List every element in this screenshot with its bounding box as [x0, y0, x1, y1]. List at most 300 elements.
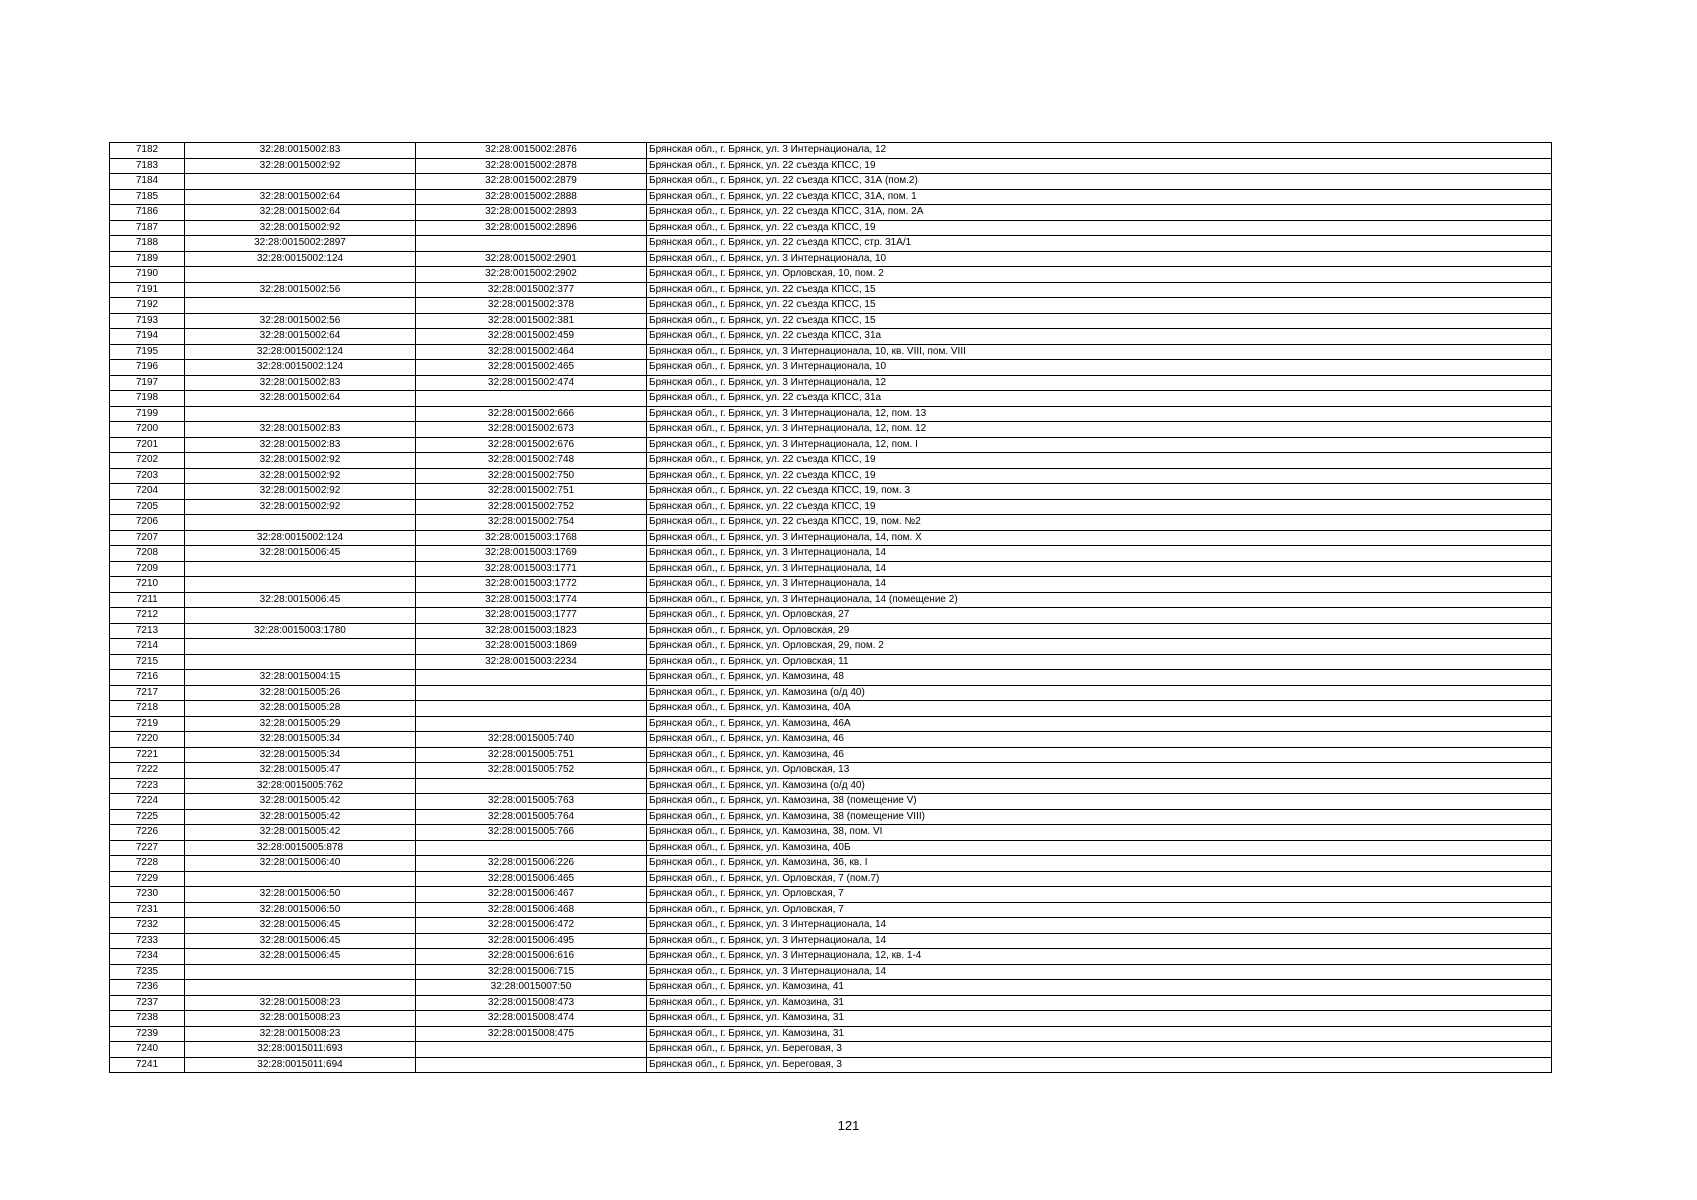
row-number-cell: 7235 [110, 964, 185, 980]
address-cell: Брянская обл., г. Брянск, ул. Камозина, 48 [647, 670, 1552, 686]
parent-cadastral-number-cell [185, 577, 416, 593]
cadastral-number-cell: 32:28:0015002:2888 [416, 189, 647, 205]
address-cell: Брянская обл., г. Брянск, ул. 22 съезда КПСС, 31а [647, 329, 1552, 345]
cadastral-number-cell: 32:28:0015007:50 [416, 980, 647, 996]
parent-cadastral-number-cell [185, 515, 416, 531]
row-number-cell: 7198 [110, 391, 185, 407]
cadastral-number-cell: 32:28:0015003:1772 [416, 577, 647, 593]
table-row [110, 980, 1552, 996]
parent-cadastral-number-cell: 32:28:0015005:28 [185, 701, 416, 717]
cadastral-number-cell: 32:28:0015002:673 [416, 422, 647, 438]
row-number-cell: 7189 [110, 251, 185, 267]
address-cell: Брянская обл., г. Брянск, ул. 3 Интернационала, 14 [647, 933, 1552, 949]
address-cell: Брянская обл., г. Брянск, ул. 22 съезда КПСС, 31А, пом. 2А [647, 205, 1552, 221]
cadastral-number-cell: 32:28:0015002:464 [416, 344, 647, 360]
table-row [110, 685, 1552, 701]
cadastral-number-cell [416, 1057, 647, 1073]
address-cell: Брянская обл., г. Брянск, ул. Камозина, 40А [647, 701, 1552, 717]
table-row [110, 902, 1552, 918]
row-number-cell: 7212 [110, 608, 185, 624]
row-number-cell: 7221 [110, 747, 185, 763]
parent-cadastral-number-cell: 32:28:0015002:83 [185, 437, 416, 453]
cadastral-number-cell: 32:28:0015008:475 [416, 1026, 647, 1042]
table-row [110, 1011, 1552, 1027]
row-number-cell: 7233 [110, 933, 185, 949]
parent-cadastral-number-cell: 32:28:0015002:124 [185, 360, 416, 376]
cadastral-number-cell [416, 716, 647, 732]
cadastral-number-cell: 32:28:0015008:473 [416, 995, 647, 1011]
parent-cadastral-number-cell: 32:28:0015002:64 [185, 205, 416, 221]
address-cell: Брянская обл., г. Брянск, ул. Камозина, 40Б [647, 840, 1552, 856]
parent-cadastral-number-cell [185, 561, 416, 577]
cadastral-number-cell: 32:28:0015006:472 [416, 918, 647, 934]
table-row [110, 716, 1552, 732]
parent-cadastral-number-cell: 32:28:0015002:83 [185, 375, 416, 391]
parent-cadastral-number-cell: 32:28:0015002:124 [185, 344, 416, 360]
cadastral-number-cell: 32:28:0015002:750 [416, 468, 647, 484]
row-number-cell: 7236 [110, 980, 185, 996]
parent-cadastral-number-cell: 32:28:0015005:42 [185, 825, 416, 841]
parent-cadastral-number-cell: 32:28:0015002:92 [185, 220, 416, 236]
address-cell: Брянская обл., г. Брянск, ул. Орловская, 29 [647, 623, 1552, 639]
address-cell: Брянская обл., г. Брянск, ул. Камозина, 31 [647, 1011, 1552, 1027]
table-row [110, 608, 1552, 624]
table-row [110, 174, 1552, 190]
cadastral-number-cell: 32:28:0015006:495 [416, 933, 647, 949]
parent-cadastral-number-cell: 32:28:0015005:878 [185, 840, 416, 856]
cadastral-number-cell: 32:28:0015006:468 [416, 902, 647, 918]
cadastral-number-cell: 32:28:0015002:377 [416, 282, 647, 298]
table-row [110, 856, 1552, 872]
table-row [110, 282, 1552, 298]
address-cell: Брянская обл., г. Брянск, ул. Орловская, 7 [647, 887, 1552, 903]
cadastral-number-cell: 32:28:0015002:378 [416, 298, 647, 314]
address-cell: Брянская обл., г. Брянск, ул. Береговая, 3 [647, 1042, 1552, 1058]
address-cell: Брянская обл., г. Брянск, ул. 22 съезда КПСС, 19 [647, 158, 1552, 174]
table-row [110, 515, 1552, 531]
address-cell: Брянская обл., г. Брянск, ул. 3 Интернационала, 10 [647, 251, 1552, 267]
table-row [110, 437, 1552, 453]
cadastral-number-cell: 32:28:0015002:2893 [416, 205, 647, 221]
table-row [110, 592, 1552, 608]
cadastral-number-cell: 32:28:0015002:2878 [416, 158, 647, 174]
address-cell: Брянская обл., г. Брянск, ул. 3 Интернационала, 10, кв. VIII, пом. VIII [647, 344, 1552, 360]
row-number-cell: 7187 [110, 220, 185, 236]
address-cell: Брянская обл., г. Брянск, ул. 3 Интернационала, 14 [647, 577, 1552, 593]
table-row [110, 995, 1552, 1011]
address-cell: Брянская обл., г. Брянск, ул. 22 съезда КПСС, 15 [647, 313, 1552, 329]
table-row [110, 670, 1552, 686]
cadastral-number-cell: 32:28:0015005:764 [416, 809, 647, 825]
row-number-cell: 7228 [110, 856, 185, 872]
row-number-cell: 7226 [110, 825, 185, 841]
address-cell: Брянская обл., г. Брянск, ул. 22 съезда КПСС, 31А (пом.2) [647, 174, 1552, 190]
parent-cadastral-number-cell [185, 406, 416, 422]
table-row [110, 654, 1552, 670]
table-row [110, 918, 1552, 934]
parent-cadastral-number-cell: 32:28:0015006:45 [185, 546, 416, 562]
row-number-cell: 7237 [110, 995, 185, 1011]
cadastral-number-cell: 32:28:0015002:666 [416, 406, 647, 422]
address-cell: Брянская обл., г. Брянск, ул. Камозина, 38 (помещение VIII) [647, 809, 1552, 825]
cadastral-number-cell: 32:28:0015006:226 [416, 856, 647, 872]
cadastral-number-cell: 32:28:0015002:2879 [416, 174, 647, 190]
row-number-cell: 7238 [110, 1011, 185, 1027]
parent-cadastral-number-cell: 32:28:0015006:40 [185, 856, 416, 872]
table-row [110, 329, 1552, 345]
row-number-cell: 7229 [110, 871, 185, 887]
cadastral-number-cell: 32:28:0015005:740 [416, 732, 647, 748]
cadastral-number-cell: 32:28:0015002:2901 [416, 251, 647, 267]
cadastral-number-cell: 32:28:0015003:1771 [416, 561, 647, 577]
table-row [110, 825, 1552, 841]
parent-cadastral-number-cell: 32:28:0015005:42 [185, 809, 416, 825]
table-row [110, 406, 1552, 422]
table-row [110, 143, 1552, 159]
table-row [110, 499, 1552, 515]
cadastral-number-cell: 32:28:0015002:465 [416, 360, 647, 376]
address-cell: Брянская обл., г. Брянск, ул. 3 Интернационала, 10 [647, 360, 1552, 376]
row-number-cell: 7182 [110, 143, 185, 159]
parent-cadastral-number-cell [185, 639, 416, 655]
parent-cadastral-number-cell: 32:28:0015002:2897 [185, 236, 416, 252]
parent-cadastral-number-cell: 32:28:0015002:64 [185, 329, 416, 345]
table-row [110, 313, 1552, 329]
cadastral-number-cell: 32:28:0015002:751 [416, 484, 647, 500]
table-row [110, 701, 1552, 717]
cadastral-number-cell [416, 236, 647, 252]
parent-cadastral-number-cell: 32:28:0015003:1780 [185, 623, 416, 639]
table-row [110, 623, 1552, 639]
row-number-cell: 7220 [110, 732, 185, 748]
cadastral-number-cell: 32:28:0015003:2234 [416, 654, 647, 670]
row-number-cell: 7232 [110, 918, 185, 934]
row-number-cell: 7208 [110, 546, 185, 562]
row-number-cell: 7193 [110, 313, 185, 329]
address-cell: Брянская обл., г. Брянск, ул. Орловская, 13 [647, 763, 1552, 779]
cadastral-number-cell [416, 778, 647, 794]
parent-cadastral-number-cell: 32:28:0015002:124 [185, 251, 416, 267]
table-row [110, 530, 1552, 546]
address-cell: Брянская обл., г. Брянск, ул. Орловская, 11 [647, 654, 1552, 670]
cadastral-number-cell: 32:28:0015006:616 [416, 949, 647, 965]
parent-cadastral-number-cell: 32:28:0015006:45 [185, 933, 416, 949]
table-row [110, 933, 1552, 949]
cadastral-number-cell: 32:28:0015002:752 [416, 499, 647, 515]
cadastral-number-cell [416, 1042, 647, 1058]
parent-cadastral-number-cell: 32:28:0015002:64 [185, 189, 416, 205]
address-cell: Брянская обл., г. Брянск, ул. 3 Интернационала, 12, кв. 1-4 [647, 949, 1552, 965]
parent-cadastral-number-cell: 32:28:0015002:92 [185, 484, 416, 500]
address-cell: Брянская обл., г. Брянск, ул. Камозина, 41 [647, 980, 1552, 996]
row-number-cell: 7188 [110, 236, 185, 252]
row-number-cell: 7240 [110, 1042, 185, 1058]
address-cell: Брянская обл., г. Брянск, ул. Орловская, 7 (пом.7) [647, 871, 1552, 887]
row-number-cell: 7203 [110, 468, 185, 484]
address-cell: Брянская обл., г. Брянск, ул. Береговая, 3 [647, 1057, 1552, 1073]
row-number-cell: 7206 [110, 515, 185, 531]
address-cell: Брянская обл., г. Брянск, ул. 3 Интернационала, 14 [647, 964, 1552, 980]
address-cell: Брянская обл., г. Брянск, ул. Камозина, 38, пом. VI [647, 825, 1552, 841]
cadastral-number-cell: 32:28:0015002:459 [416, 329, 647, 345]
row-number-cell: 7214 [110, 639, 185, 655]
row-number-cell: 7216 [110, 670, 185, 686]
parent-cadastral-number-cell [185, 608, 416, 624]
address-cell: Брянская обл., г. Брянск, ул. 3 Интернационала, 14 [647, 546, 1552, 562]
parent-cadastral-number-cell: 32:28:0015004:15 [185, 670, 416, 686]
parent-cadastral-number-cell: 32:28:0015011:694 [185, 1057, 416, 1073]
row-number-cell: 7186 [110, 205, 185, 221]
table-row [110, 298, 1552, 314]
address-cell: Брянская обл., г. Брянск, ул. 22 съезда КПСС, 19 [647, 453, 1552, 469]
row-number-cell: 7201 [110, 437, 185, 453]
address-cell: Брянская обл., г. Брянск, ул. Камозина, 46А [647, 716, 1552, 732]
parent-cadastral-number-cell: 32:28:0015006:45 [185, 592, 416, 608]
table-row [110, 639, 1552, 655]
cadastral-number-cell [416, 391, 647, 407]
row-number-cell: 7231 [110, 902, 185, 918]
cadastral-number-cell: 32:28:0015006:465 [416, 871, 647, 887]
address-cell: Брянская обл., г. Брянск, ул. 22 съезда КПСС, 19 [647, 468, 1552, 484]
cadastral-number-cell: 32:28:0015005:752 [416, 763, 647, 779]
table-row [110, 422, 1552, 438]
cadastral-number-cell: 32:28:0015002:748 [416, 453, 647, 469]
row-number-cell: 7227 [110, 840, 185, 856]
address-cell: Брянская обл., г. Брянск, ул. 22 съезда КПСС, 31А, пом. 1 [647, 189, 1552, 205]
address-cell: Брянская обл., г. Брянск, ул. Орловская, 10, пом. 2 [647, 267, 1552, 283]
row-number-cell: 7210 [110, 577, 185, 593]
table-row [110, 577, 1552, 593]
table-row [110, 949, 1552, 965]
row-number-cell: 7234 [110, 949, 185, 965]
parent-cadastral-number-cell: 32:28:0015002:92 [185, 499, 416, 515]
row-number-cell: 7224 [110, 794, 185, 810]
address-cell: Брянская обл., г. Брянск, ул. 22 съезда КПСС, 19, пом. 3 [647, 484, 1552, 500]
row-number-cell: 7200 [110, 422, 185, 438]
parent-cadastral-number-cell [185, 964, 416, 980]
address-cell: Брянская обл., г. Брянск, ул. Орловская, 7 [647, 902, 1552, 918]
parent-cadastral-number-cell: 32:28:0015002:124 [185, 530, 416, 546]
row-number-cell: 7185 [110, 189, 185, 205]
registry-table-body [110, 143, 1552, 1073]
table-row [110, 546, 1552, 562]
parent-cadastral-number-cell: 32:28:0015008:23 [185, 995, 416, 1011]
parent-cadastral-number-cell [185, 871, 416, 887]
row-number-cell: 7225 [110, 809, 185, 825]
address-cell: Брянская обл., г. Брянск, ул. 3 Интернационала, 14 [647, 561, 1552, 577]
row-number-cell: 7209 [110, 561, 185, 577]
address-cell: Брянская обл., г. Брянск, ул. 3 Интернационала, 12, пом. I [647, 437, 1552, 453]
address-cell: Брянская обл., г. Брянск, ул. 3 Интернационала, 12 [647, 143, 1552, 159]
parent-cadastral-number-cell: 32:28:0015005:26 [185, 685, 416, 701]
table-row [110, 251, 1552, 267]
parent-cadastral-number-cell: 32:28:0015002:83 [185, 422, 416, 438]
table-row [110, 732, 1552, 748]
address-cell: Брянская обл., г. Брянск, ул. Камозина, 46 [647, 747, 1552, 763]
address-cell: Брянская обл., г. Брянск, ул. 3 Интернационала, 12, пом. 12 [647, 422, 1552, 438]
parent-cadastral-number-cell [185, 267, 416, 283]
address-cell: Брянская обл., г. Брянск, ул. Камозина (о/д 40) [647, 778, 1552, 794]
parent-cadastral-number-cell: 32:28:0015008:23 [185, 1026, 416, 1042]
cadastral-number-cell: 32:28:0015002:381 [416, 313, 647, 329]
cadastral-number-cell: 32:28:0015003:1777 [416, 608, 647, 624]
cadastral-number-cell [416, 685, 647, 701]
table-row [110, 887, 1552, 903]
address-cell: Брянская обл., г. Брянск, ул. Орловская, 27 [647, 608, 1552, 624]
parent-cadastral-number-cell [185, 174, 416, 190]
table-row [110, 763, 1552, 779]
parent-cadastral-number-cell: 32:28:0015002:92 [185, 453, 416, 469]
table-row [110, 747, 1552, 763]
address-cell: Брянская обл., г. Брянск, ул. Камозина (о/д 40) [647, 685, 1552, 701]
row-number-cell: 7215 [110, 654, 185, 670]
table-row [110, 840, 1552, 856]
cadastral-number-cell: 32:28:0015002:2902 [416, 267, 647, 283]
address-cell: Брянская обл., г. Брянск, ул. 22 съезда КПСС, стр. 31А/1 [647, 236, 1552, 252]
parent-cadastral-number-cell: 32:28:0015005:34 [185, 747, 416, 763]
row-number-cell: 7222 [110, 763, 185, 779]
row-number-cell: 7184 [110, 174, 185, 190]
parent-cadastral-number-cell: 32:28:0015002:92 [185, 468, 416, 484]
table-row [110, 1026, 1552, 1042]
address-cell: Брянская обл., г. Брянск, ул. 3 Интернационала, 14, пом. X [647, 530, 1552, 546]
parent-cadastral-number-cell: 32:28:0015002:56 [185, 282, 416, 298]
table-row [110, 344, 1552, 360]
row-number-cell: 7223 [110, 778, 185, 794]
table-row [110, 778, 1552, 794]
table-row [110, 360, 1552, 376]
cadastral-number-cell [416, 701, 647, 717]
cadastral-number-cell: 32:28:0015002:754 [416, 515, 647, 531]
table-row [110, 375, 1552, 391]
table-row [110, 1042, 1552, 1058]
cadastral-number-cell [416, 840, 647, 856]
row-number-cell: 7230 [110, 887, 185, 903]
address-cell: Брянская обл., г. Брянск, ул. 3 Интернационала, 12 [647, 375, 1552, 391]
address-cell: Брянская обл., г. Брянск, ул. 3 Интернационала, 12, пом. 13 [647, 406, 1552, 422]
row-number-cell: 7202 [110, 453, 185, 469]
cadastral-number-cell: 32:28:0015005:763 [416, 794, 647, 810]
parent-cadastral-number-cell: 32:28:0015005:34 [185, 732, 416, 748]
row-number-cell: 7219 [110, 716, 185, 732]
parent-cadastral-number-cell: 32:28:0015005:47 [185, 763, 416, 779]
parent-cadastral-number-cell: 32:28:0015005:762 [185, 778, 416, 794]
row-number-cell: 7218 [110, 701, 185, 717]
address-cell: Брянская обл., г. Брянск, ул. 22 съезда КПСС, 19, пом. №2 [647, 515, 1552, 531]
cadastral-number-cell: 32:28:0015003:1768 [416, 530, 647, 546]
address-cell: Брянская обл., г. Брянск, ул. 3 Интернационала, 14 (помещение 2) [647, 592, 1552, 608]
cadastral-number-cell: 32:28:0015002:2876 [416, 143, 647, 159]
table-row [110, 453, 1552, 469]
table-row [110, 205, 1552, 221]
cadastral-number-cell: 32:28:0015002:676 [416, 437, 647, 453]
table-row [110, 468, 1552, 484]
row-number-cell: 7190 [110, 267, 185, 283]
table-row [110, 391, 1552, 407]
row-number-cell: 7195 [110, 344, 185, 360]
row-number-cell: 7217 [110, 685, 185, 701]
cadastral-number-cell: 32:28:0015008:474 [416, 1011, 647, 1027]
page-number: 121 [837, 1118, 860, 1133]
row-number-cell: 7183 [110, 158, 185, 174]
parent-cadastral-number-cell: 32:28:0015006:45 [185, 949, 416, 965]
row-number-cell: 7197 [110, 375, 185, 391]
address-cell: Брянская обл., г. Брянск, ул. Камозина, 46 [647, 732, 1552, 748]
cadastral-number-cell: 32:28:0015003:1774 [416, 592, 647, 608]
cadastral-number-cell: 32:28:0015002:474 [416, 375, 647, 391]
parent-cadastral-number-cell: 32:28:0015006:45 [185, 918, 416, 934]
address-cell: Брянская обл., г. Брянск, ул. 3 Интернационала, 14 [647, 918, 1552, 934]
table-row [110, 484, 1552, 500]
row-number-cell: 7191 [110, 282, 185, 298]
row-number-cell: 7204 [110, 484, 185, 500]
parent-cadastral-number-cell: 32:28:0015006:50 [185, 902, 416, 918]
table-row [110, 964, 1552, 980]
cadastral-number-cell: 32:28:0015003:1769 [416, 546, 647, 562]
parent-cadastral-number-cell [185, 980, 416, 996]
parent-cadastral-number-cell: 32:28:0015011:693 [185, 1042, 416, 1058]
address-cell: Брянская обл., г. Брянск, ул. 22 съезда КПСС, 31а [647, 391, 1552, 407]
row-number-cell: 7196 [110, 360, 185, 376]
parent-cadastral-number-cell [185, 298, 416, 314]
address-cell: Брянская обл., г. Брянск, ул. 22 съезда КПСС, 19 [647, 220, 1552, 236]
parent-cadastral-number-cell: 32:28:0015005:29 [185, 716, 416, 732]
cadastral-number-cell: 32:28:0015003:1823 [416, 623, 647, 639]
row-number-cell: 7211 [110, 592, 185, 608]
registry-table [109, 142, 1552, 1073]
cadastral-number-cell: 32:28:0015005:751 [416, 747, 647, 763]
row-number-cell: 7213 [110, 623, 185, 639]
address-cell: Брянская обл., г. Брянск, ул. Камозина, 38 (помещение V) [647, 794, 1552, 810]
table-row [110, 871, 1552, 887]
cadastral-number-cell: 32:28:0015006:467 [416, 887, 647, 903]
parent-cadastral-number-cell: 32:28:0015005:42 [185, 794, 416, 810]
parent-cadastral-number-cell: 32:28:0015002:92 [185, 158, 416, 174]
table-row [110, 561, 1552, 577]
row-number-cell: 7192 [110, 298, 185, 314]
table-row [110, 1057, 1552, 1073]
row-number-cell: 7205 [110, 499, 185, 515]
cadastral-number-cell: 32:28:0015006:715 [416, 964, 647, 980]
row-number-cell: 7194 [110, 329, 185, 345]
table-row [110, 809, 1552, 825]
parent-cadastral-number-cell: 32:28:0015006:50 [185, 887, 416, 903]
parent-cadastral-number-cell: 32:28:0015002:64 [185, 391, 416, 407]
address-cell: Брянская обл., г. Брянск, ул. Камозина, 31 [647, 995, 1552, 1011]
address-cell: Брянская обл., г. Брянск, ул. 22 съезда КПСС, 15 [647, 282, 1552, 298]
row-number-cell: 7199 [110, 406, 185, 422]
address-cell: Брянская обл., г. Брянск, ул. 22 съезда КПСС, 19 [647, 499, 1552, 515]
table-row [110, 220, 1552, 236]
row-number-cell: 7207 [110, 530, 185, 546]
cadastral-number-cell [416, 670, 647, 686]
table-row [110, 794, 1552, 810]
table-row [110, 267, 1552, 283]
table-row [110, 189, 1552, 205]
address-cell: Брянская обл., г. Брянск, ул. 22 съезда КПСС, 15 [647, 298, 1552, 314]
address-cell: Брянская обл., г. Брянск, ул. Камозина, 31 [647, 1026, 1552, 1042]
row-number-cell: 7239 [110, 1026, 185, 1042]
parent-cadastral-number-cell: 32:28:0015002:56 [185, 313, 416, 329]
row-number-cell: 7241 [110, 1057, 185, 1073]
cadastral-number-cell: 32:28:0015002:2896 [416, 220, 647, 236]
parent-cadastral-number-cell: 32:28:0015002:83 [185, 143, 416, 159]
parent-cadastral-number-cell [185, 654, 416, 670]
cadastral-number-cell: 32:28:0015005:766 [416, 825, 647, 841]
address-cell: Брянская обл., г. Брянск, ул. Орловская, 29, пом. 2 [647, 639, 1552, 655]
table-row [110, 158, 1552, 174]
address-cell: Брянская обл., г. Брянск, ул. Камозина, 36, кв. I [647, 856, 1552, 872]
